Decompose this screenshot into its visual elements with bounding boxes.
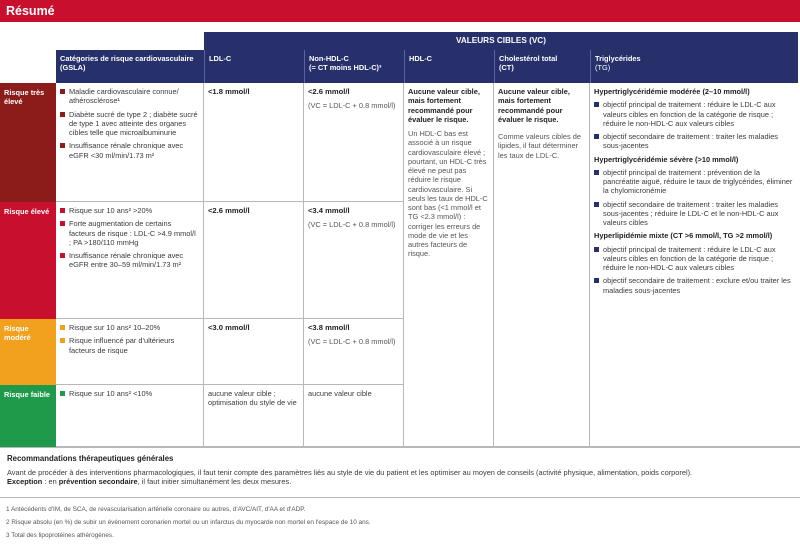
- ldl-moderate: <3.0 mmol/l: [204, 319, 304, 385]
- ldl-very-high: <1.8 mmol/l: [204, 83, 304, 202]
- nonhdl-very-high: <2.6 mmol/l (VC = LDL-C + 0.8 mmol/l): [304, 83, 404, 202]
- header-risk-category: Catégories de risque cardiovasculaire (GSLA): [56, 50, 204, 83]
- general-recommendations: [0, 447, 800, 498]
- criteria-high: [56, 202, 204, 319]
- tg-cell: [590, 83, 800, 447]
- tg-heading-moderate: Hypertriglycéridémie modérée (2–10 mmol/l): [594, 87, 750, 96]
- risk-label-very-high: Risque très élevé: [0, 83, 56, 202]
- list-item: Forte augmentation de certains facteurs de risque : LDL-C >4.9 mmol/l ; PA >180/110 mmHg: [60, 219, 199, 247]
- bullet-icon: [594, 202, 599, 207]
- bullet-icon: [60, 253, 65, 258]
- page-title: Résumé: [6, 4, 55, 18]
- bullet-icon: [60, 208, 65, 213]
- bullet-icon: [60, 112, 65, 117]
- list-item: objectif secondaire de traitement : traiter les maladies sous-jacentes ; réduire le LDL-C et le non-HDL-C aux valeurs cibles: [594, 200, 796, 228]
- recommendations-exception: Exception : en prévention secondaire, il faut initier simultanément les deux mesures.: [7, 476, 292, 486]
- bullet-icon: [60, 325, 65, 330]
- bullet-icon: [60, 221, 65, 226]
- header-nonhdl-line1: Non-HDL-C: [309, 54, 349, 63]
- header-tg-line2: (TG): [595, 63, 611, 73]
- title-bar: [0, 0, 800, 22]
- header-nonhdl: [304, 50, 404, 83]
- header-ct-line2: (CT): [499, 63, 514, 73]
- header-ldl: LDL-C: [204, 50, 304, 83]
- list-item: Risque sur 10 ans² >20%: [60, 206, 199, 215]
- list-item: Diabète sucré de type 2 ; diabète sucré de type 1 avec atteinte des organes cibles telle que microalbuminurie: [60, 110, 199, 138]
- footnote-1: 1 Antécédents d'IM, de SCA, de revascularisation artérielle coronaire ou autres, d'AVC/AIT, d'AA et d'ADP.: [6, 506, 306, 513]
- ct-statement: Aucune valeur cible, mais fortement recommandé pour évaluer le risque.: [498, 87, 570, 124]
- risk-label-moderate: Risque modéré: [0, 319, 56, 385]
- bullet-icon: [60, 89, 65, 94]
- header-triglycerides: [590, 50, 798, 83]
- list-item: objectif principal de traitement : prévention de la pancréatite aiguë, réduire le taux de triglycérides, éliminer la chylomicronémie: [594, 168, 796, 196]
- header-nonhdl-line2: (= CT moins HDL-C)³: [309, 63, 382, 73]
- ct-cell: [494, 83, 590, 447]
- criteria-low: [56, 385, 204, 447]
- ldl-low: aucune valeur cible ; optimisation du style de vie: [204, 385, 304, 447]
- recommendations-text: Avant de procéder à des interventions pharmacologiques, il faut tenir compte des paramètres liés au style de vie du patient et les optimiser au moyen de conseils (activité physique, alimentation, poids corporel).: [7, 467, 693, 477]
- nonhdl-high: <3.4 mmol/l (VC = LDL-C + 0.8 mmol/l): [304, 202, 404, 319]
- hdl-statement: Aucune valeur cible, mais fortement recommandé pour évaluer le risque.: [408, 87, 480, 124]
- list-item: Risque influencé par d'ultérieurs facteurs de risque: [60, 336, 199, 355]
- list-item: Maladie cardiovasculaire connue/ athérosclérose¹: [60, 87, 199, 106]
- header-ct-line1: Cholestérol total: [499, 54, 558, 63]
- header-total-cholesterol: [494, 50, 590, 83]
- ldl-high: <2.6 mmol/l: [204, 202, 304, 319]
- list-item: Risque sur 10 ans² <10%: [60, 389, 199, 398]
- bullet-icon: [594, 102, 599, 107]
- list-item: objectif secondaire de traitement : traiter les maladies sous-jacentes: [594, 132, 796, 151]
- bullet-icon: [594, 247, 599, 252]
- tg-heading-severe: Hypertriglycéridémie sévère (>10 mmol/l): [594, 154, 739, 164]
- list-item: Insuffisance rénale chronique avec eGFR <30 ml/min/1.73 m²: [60, 141, 199, 160]
- header-hdl: HDL-C: [404, 50, 494, 83]
- list-item: objectif secondaire de traitement : exclure et/ou traiter les maladies sous-jacentes: [594, 276, 796, 295]
- tg-heading-mixed: Hyperlipidémie mixte (CT >6 mmol/l, TG >2 mmol/l): [594, 231, 773, 241]
- hdl-explanation: Un HDL-C bas est associé à un risque cardiovasculaire élevé ; pourtant, un HDL-C très élevé ne peut pas réduire le risque cardiovasculaire. Si seuls les taux de HDL-C sont bas (<1 mmol/l et TG <2.3 mmol/l) : corriger les erreurs de mode de vie et les autres facteurs de risque.: [408, 129, 488, 259]
- criteria-very-high: [56, 83, 204, 202]
- risk-label-low: Risque faible: [0, 385, 56, 447]
- nonhdl-moderate: <3.8 mmol/l (VC = LDL-C + 0.8 mmol/l): [304, 319, 404, 385]
- criteria-moderate: [56, 319, 204, 385]
- ct-explanation: Comme valeurs cibles de lipides, il faut déterminer les taux de LDL-C.: [498, 132, 581, 160]
- risk-label-high: Risque élevé: [0, 202, 56, 319]
- bullet-icon: [594, 170, 599, 175]
- list-item: objectif principal de traitement : réduire le LDL-C aux valeurs cibles en fonction de la catégorie de risque ; réduire le non-HDL-C aux valeurs cibles: [594, 245, 796, 273]
- recommendations-title: Recommandations thérapeutiques générales: [7, 454, 174, 463]
- bullet-icon: [60, 338, 65, 343]
- hdl-cell: [404, 83, 494, 447]
- footnote-2: 2 Risque absolu (en %) de subir un événement coronarien mortel ou un infarctus du myocarde non mortel en l'espace de 10 ans.: [6, 519, 371, 526]
- bullet-icon: [594, 278, 599, 283]
- target-values-header: VALEURS CIBLES (VC): [204, 32, 798, 50]
- bullet-icon: [594, 134, 599, 139]
- bullet-icon: [60, 391, 65, 396]
- header-tg-line1: Triglycérides: [595, 54, 641, 63]
- list-item: objectif principal de traitement : réduire le LDL-C aux valeurs cibles en fonction de la catégorie de risque ; réduire le non-HDL-C aux valeurs cibles: [594, 100, 796, 128]
- bullet-icon: [60, 143, 65, 148]
- list-item: Risque sur 10 ans² 10–20%: [60, 323, 199, 332]
- nonhdl-low: aucune valeur cible: [304, 385, 404, 447]
- list-item: Insuffisance rénale chronique avec eGFR entre 30–59 ml/min/1.73 m²: [60, 251, 199, 270]
- footnote-3: 3 Total des lipoprotéines athérogènes.: [6, 532, 114, 539]
